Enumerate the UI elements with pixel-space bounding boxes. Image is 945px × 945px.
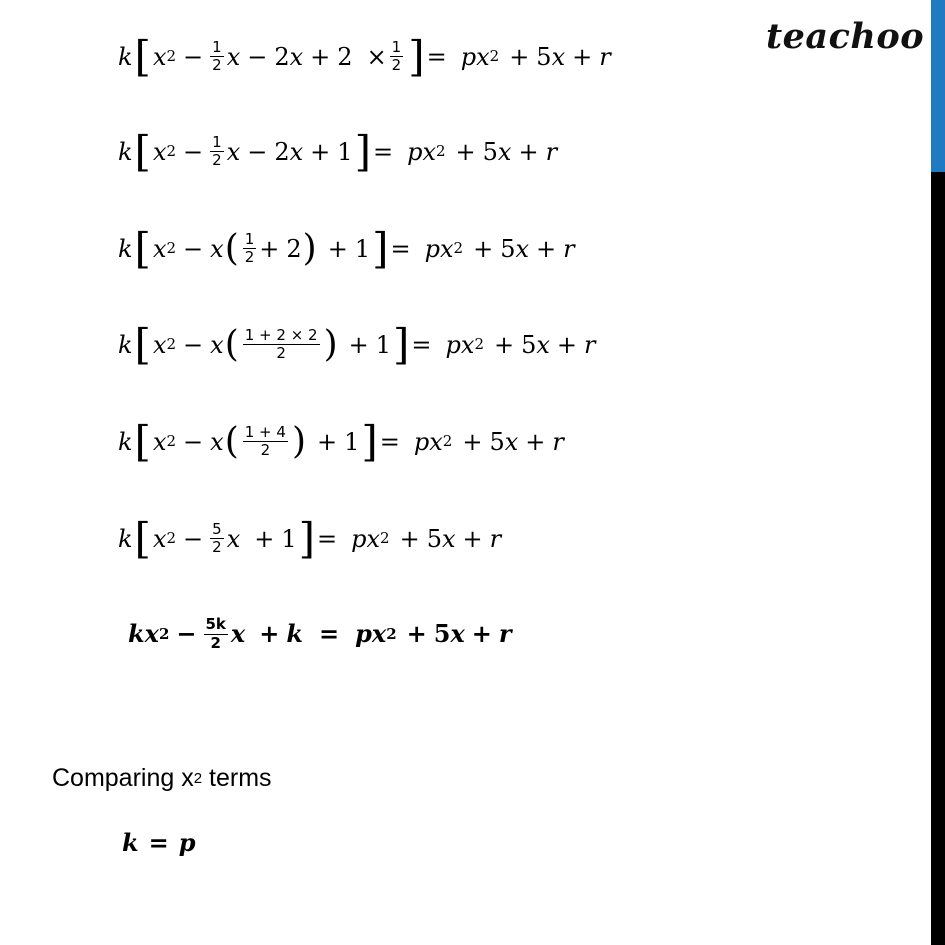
fraction: $\frac{1}{2}$	[212, 37, 222, 75]
equation-line-4: k [ x 2 − x ( $\frac{1 + 2 \times 2}{2}$ ) + 1 ] = p x 2 + 5 x + r	[118, 320, 596, 369]
equation-line-3: k [ x 2 − x ( $\frac{1}{2}$ + 2 ) + 1 ] = p x 2 + 5 x + r	[118, 224, 575, 273]
fraction: $\frac{5}{2}$	[212, 519, 222, 557]
fraction: $\frac{1 + 2 \times 2}{2}$	[244, 325, 318, 363]
comparing-text: Comparing x 2 terms	[52, 764, 272, 792]
equation-line-5: k [ x 2 − x ( $\frac{1 + 4}{2}$ ) + 1 ] = p x 2 + 5 x + r	[118, 417, 564, 466]
teachoo-logo: teachoo	[766, 16, 925, 57]
equation-line-2: k [ x 2 − $\frac{1}{2}$ x − 2 x + 1 ] = p x 2 + 5 x + r	[118, 127, 558, 176]
fraction: $\frac{1}{2}$	[391, 37, 402, 75]
fraction: $\frac{1}{2}$	[212, 132, 222, 170]
fraction: $\frac{1}{2}$	[244, 229, 255, 267]
result-equation: k = p	[122, 828, 196, 857]
sidebar-accent	[931, 0, 945, 172]
equation-line-1: k [ x 2 − $\frac{1}{2}$ x − 2 x + 2 × $\frac{1}{2}$ ] = p x 2 + 5 x + r	[118, 32, 611, 81]
equation-line-7-bold: k x 2 − $\frac{5k}{2}$ x + k = p x 2 + 5 x + r	[128, 615, 512, 652]
fraction: $\frac{5k}{2}$	[205, 615, 226, 652]
fraction: $\frac{1 + 4}{2}$	[244, 422, 286, 460]
equation-line-6: k [ x 2 − $\frac{5}{2}$ x + 1 ] = p x 2 + 5 x + r	[118, 514, 502, 563]
